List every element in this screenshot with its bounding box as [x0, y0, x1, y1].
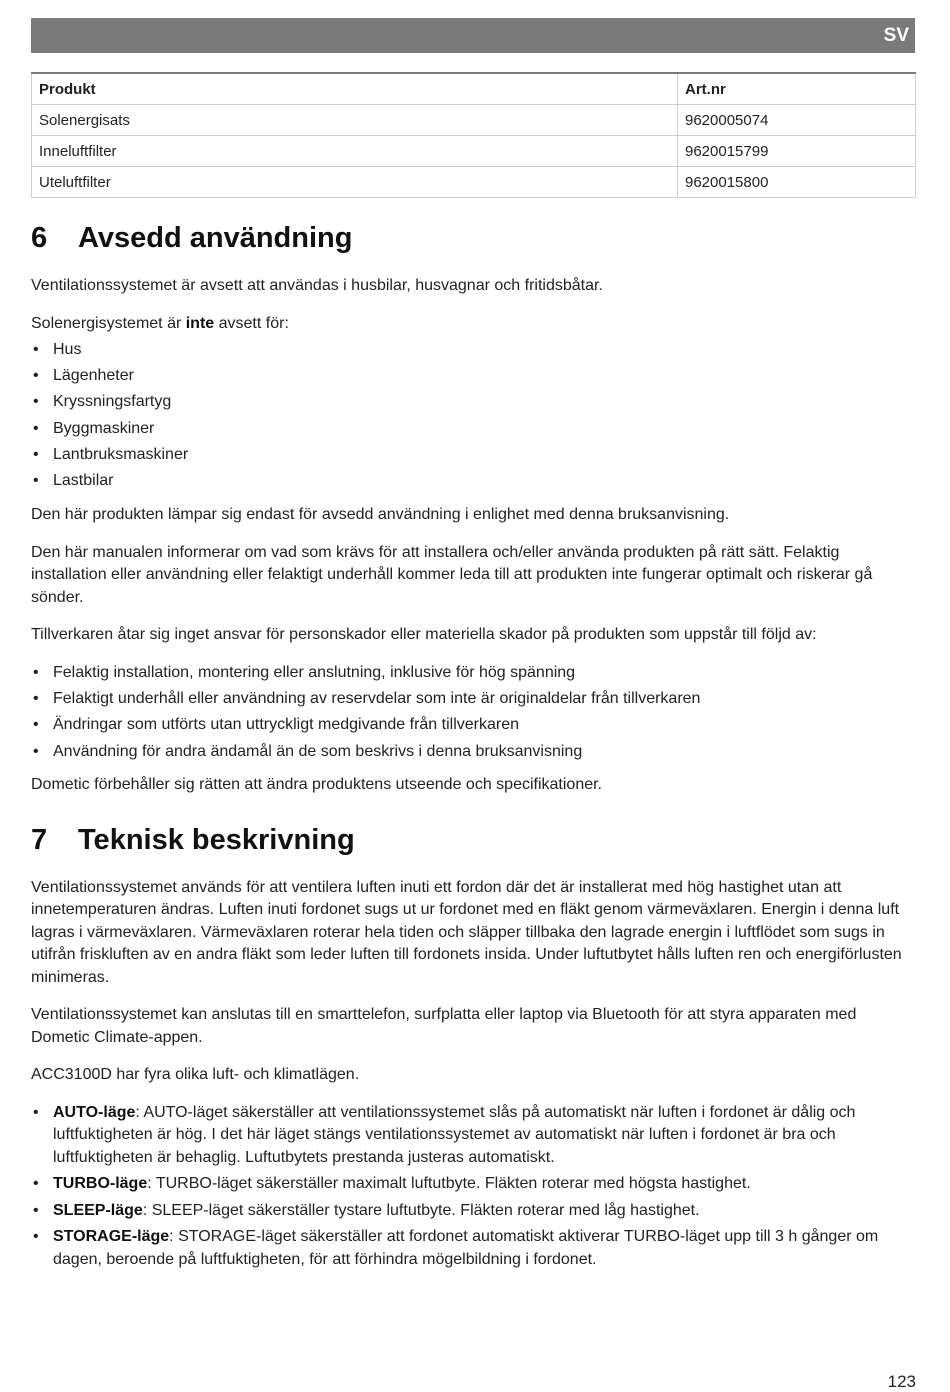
- list-item: [31, 714, 916, 737]
- artnr-cell: 9620015799: [678, 136, 916, 167]
- product-cell: Solenergisats: [32, 105, 678, 136]
- bullet-icon: •: [33, 663, 39, 681]
- list-item-text: Byggmaskiner: [53, 419, 155, 437]
- list-item-text: Ändringar som utförts utan uttryckligt medgivande från tillverkaren: [53, 716, 519, 734]
- table-row: [32, 105, 916, 136]
- column-header-product: Produkt: [32, 73, 678, 105]
- bullet-icon: •: [33, 419, 39, 437]
- text-span: Solenergisystemet är: [31, 314, 186, 332]
- emphasis-text: inte: [185, 314, 215, 332]
- products-table: [31, 72, 916, 198]
- paragraph: Den här manualen informerar om vad som krävs för att installera och/eller använda produkten på rätt sätt. Felaktig installation eller användning eller felaktigt underhåll kommer leda till att produkten inte fungerar optimalt och riskerar gå sönder.: [31, 543, 873, 606]
- artnr-cell: 9620005074: [678, 105, 916, 136]
- bullet-icon: •: [33, 341, 39, 358]
- mode-description: : TURBO-läget säkerställer maximalt luftutbyte. Fläkten roterar med högsta hastighet.: [147, 1175, 751, 1192]
- list-item: [31, 444, 916, 467]
- bullet-icon: •: [33, 742, 39, 760]
- bullet-icon: •: [33, 1103, 39, 1121]
- mode-item: [31, 1226, 916, 1271]
- paragraph: Dometic förbehåller sig rätten att ändra produktens utseende och specifikationer.: [31, 776, 602, 793]
- section-title: Avsedd användning: [78, 222, 353, 254]
- mode-item: [31, 1200, 916, 1223]
- mode-name: SLEEP-läge: [53, 1201, 143, 1219]
- list-item-text: Hus: [53, 341, 82, 358]
- section-title: Teknisk beskrivning: [78, 823, 355, 856]
- list-item-text: Användning för andra ändamål än de som beskrivs i denna bruksanvisning: [53, 742, 583, 760]
- bullet-icon: •: [33, 471, 39, 489]
- bullet-icon: •: [33, 1201, 39, 1219]
- language-header-bar: [31, 18, 915, 53]
- paragraph: Ventilationssystemet kan anslutas till en smarttelefon, surfplatta eller laptop via Bluetooth för att styra apparaten med Dometic Climate-appen.: [31, 1006, 857, 1046]
- text-span: avsett för:: [214, 314, 289, 332]
- paragraph: Ventilationssystemet används för att ventilera luften inuti ett fordon där det är installerat med hög hastighet utan att innetemperaturen ändras. Luften inuti fordonet sugs ut ur fordonet med en fläkt genom värmeväxlaren. Energin i denna luft lagras i värmeväxlaren. Värmeväxlaren roterar hela tiden och släpper tillbaka den lagrade energin i luftflödet som sugs in utifrån friskluften av en andra fläkt som leder luften till fordonets insida. Under luftutbytet hålls luften ren och energiförlusten minimeras.: [31, 878, 902, 986]
- list-item: [31, 662, 916, 685]
- list-item: [31, 688, 916, 711]
- paragraph: Den här produkten lämpar sig endast för avsedd användning i enlighet med denna bruksanvisning.: [31, 506, 730, 524]
- list-item-text: Lantbruksmaskiner: [53, 445, 189, 463]
- paragraph: Tillverkaren åtar sig inget ansvar för personskador eller materiella skador på produkten som uppstår till följd av:: [31, 626, 817, 644]
- bullet-icon: •: [33, 367, 39, 385]
- list-item-text: Felaktigt underhåll eller användning av reservdelar som inte är originaldelar från tillverkaren: [53, 690, 701, 708]
- list-item-text: Kryssningsfartyg: [53, 393, 172, 411]
- mode-description: : AUTO-läget säkerställer att ventilationssystemet slås på automatiskt när luften i fordonet är dålig och luftfuktigheten är hög. I det här läget stängs ventilationssystemet av automatiskt när luften i fordonet är bra och luftfuktigheten är behaglig. Luftutbytets prestanda justeras automatiskt.: [53, 1103, 856, 1166]
- mode-description: : STORAGE-läget säkerställer att fordonet automatiskt aktiverar TURBO-läget upp till 3 h gånger om dagen, beroende på luftfuktigheten, för att förhindra mögelbildning i fordonet.: [53, 1228, 879, 1268]
- artnr-cell: 9620015800: [678, 167, 916, 198]
- list-item: [31, 741, 916, 764]
- product-cell: Uteluftfilter: [32, 167, 678, 198]
- language-code: SV: [883, 25, 909, 46]
- main-content: [31, 222, 916, 1271]
- bullet-icon: •: [33, 690, 39, 708]
- section-6-heading: [31, 222, 916, 255]
- mode-item: [31, 1102, 916, 1170]
- mode-name: STORAGE-läge: [53, 1228, 170, 1245]
- bullet-icon: •: [33, 716, 39, 734]
- section-number: 7: [31, 823, 48, 856]
- page-number: 123: [887, 1372, 916, 1391]
- section-7-heading: [31, 824, 916, 857]
- bullet-icon: •: [33, 1228, 39, 1245]
- list-item-text: Lastbilar: [53, 471, 114, 489]
- list-item: [31, 418, 916, 441]
- not-intended-list: [31, 339, 916, 492]
- list-item: [31, 365, 916, 388]
- paragraph: ACC3100D har fyra olika luft- och klimatlägen.: [31, 1066, 360, 1083]
- product-cell: Inneluftfilter: [32, 136, 678, 167]
- list-item: [31, 470, 916, 493]
- modes-list: [31, 1102, 916, 1272]
- table-row: [32, 167, 916, 198]
- list-item-text: Felaktig installation, montering eller anslutning, inklusive för hög spänning: [53, 663, 576, 681]
- bullet-icon: •: [33, 445, 39, 463]
- mode-item: [31, 1173, 916, 1196]
- paragraph: [31, 313, 916, 336]
- liability-list: [31, 662, 916, 763]
- list-item: [31, 339, 916, 362]
- bullet-icon: •: [33, 1175, 39, 1192]
- mode-name: TURBO-läge: [53, 1175, 148, 1192]
- list-item-text: Lägenheter: [53, 367, 134, 385]
- bullet-icon: •: [33, 393, 39, 411]
- table-row: [32, 136, 916, 167]
- paragraph: Ventilationssystemet är avsett att användas i husbilar, husvagnar och fritidsbåtar.: [31, 277, 603, 294]
- column-header-artnr: Art.nr: [678, 73, 916, 105]
- list-item: [31, 391, 916, 414]
- mode-name: AUTO-läge: [53, 1103, 136, 1121]
- table-header-row: [32, 73, 916, 105]
- section-number: 6: [31, 222, 48, 254]
- mode-description: : SLEEP-läget säkerställer tystare luftutbyte. Fläkten roterar med låg hastighet.: [142, 1201, 700, 1219]
